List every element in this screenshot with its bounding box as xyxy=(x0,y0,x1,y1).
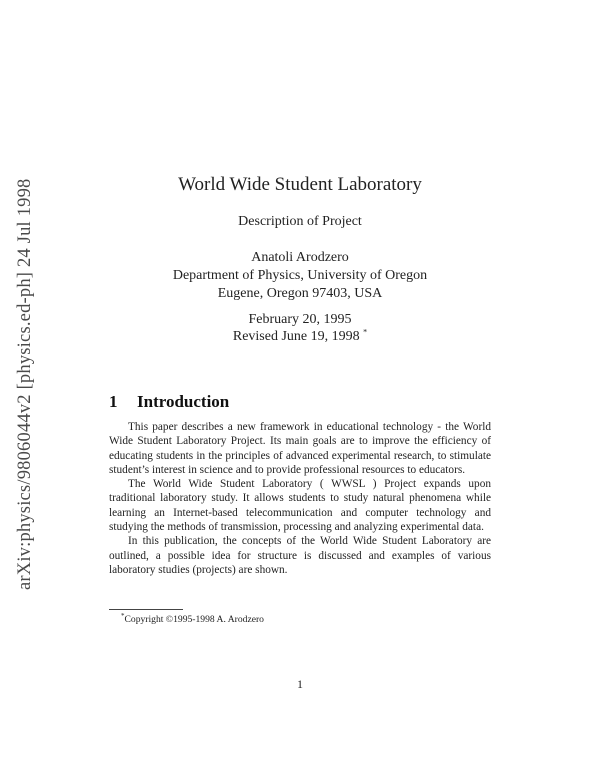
author-name: Anatoli Arodzero xyxy=(251,250,349,265)
footnote-rule xyxy=(109,609,183,610)
section-heading xyxy=(109,392,229,412)
section-number: 1 xyxy=(109,392,118,411)
revised-footnote-marker: * xyxy=(363,327,368,337)
paper-date: February 20, 1995 xyxy=(248,312,352,327)
footnote-text: Copyright ©1995-1998 A. Arodzero xyxy=(124,614,264,626)
paper-title: World Wide Student Laboratory xyxy=(178,174,422,195)
footnote xyxy=(121,612,264,625)
author-affiliation-address: Eugene, Oregon 97403, USA xyxy=(217,286,383,301)
paragraph-1: This paper describes a new framework in educational technology - the World Wide Student Laboratory Project. Its main goals are to improve the efficiency of educating students in the principles of advanced experimental research, to stimulate student’s interest in science and to provide professional resources to educators. xyxy=(109,421,491,476)
paper-revised-date xyxy=(0,329,600,345)
paper-subtitle: Description of Project xyxy=(238,214,362,229)
author-affiliation-department: Department of Physics, University of Oregon xyxy=(172,268,428,283)
paragraph-3: In this publication, the concepts of the World Wide Student Laboratory are outlined, a possible idea for structure is discussed and examples of various laboratory studies (projects) are shown. xyxy=(109,535,491,576)
paragraph-2: The World Wide Student Laboratory ( WWSL ) Project expands upon traditional laboratory study. It allows students to study natural phenomena while learning an Internet-based telecommunication and computer technology and studying the methods of transmission, processing and analyzing experimental data. xyxy=(109,478,491,534)
revised-date-text: Revised June 19, 1998 xyxy=(232,329,360,344)
footnote-marker: * xyxy=(121,612,125,620)
arxiv-identifier: arXiv:physics/9806044v2 [physics.ed-ph] 24 Jul 1998 xyxy=(15,178,35,590)
page-number: 1 xyxy=(297,677,303,691)
section-body xyxy=(109,420,491,577)
section-title: Introduction xyxy=(137,392,230,411)
